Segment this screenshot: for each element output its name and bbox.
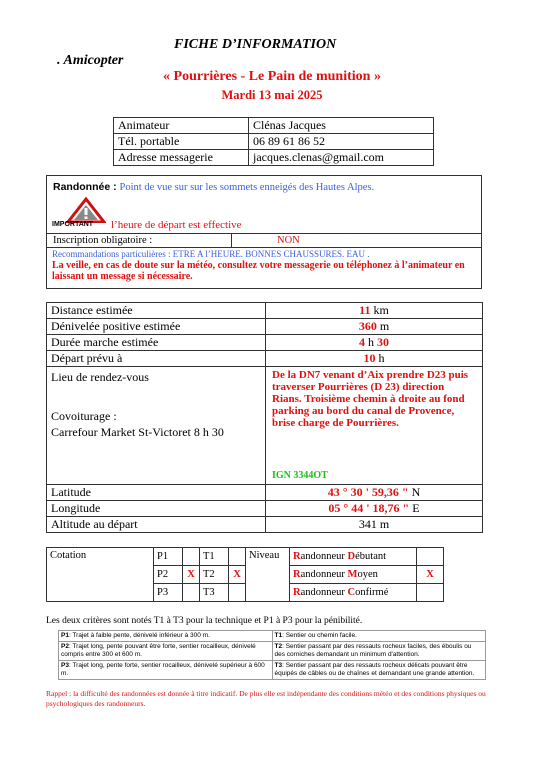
depart-value: 10 — [363, 351, 376, 365]
recommendations: Recommandations particulières : ETRE A l’HEURE. BONNES CHAUSSURES. EAU . — [52, 249, 370, 259]
longitude-label: Longitude — [47, 501, 266, 517]
covoit-value: Carrefour Market St-Victoret 8 h 30 — [51, 425, 224, 439]
latitude-label: Latitude — [47, 485, 266, 501]
p-level: P2 — [154, 566, 183, 584]
longitude-value: 05 ° 44 ' 18,76 " — [328, 501, 410, 515]
denivele-label: Dénivelée positive estimée — [47, 319, 266, 335]
distance-value: 11 — [359, 303, 371, 317]
directions-text: De la DN7 venant d’Aix prendre D23 puis traverser Pourrières (D 23) direction Rians. Troisième chemin à droite au fond parking au bord du canal de Provence, brise charge de Pourrières. — [272, 369, 469, 429]
duree-cell — [266, 335, 483, 351]
hike-date: Mardi 13 mai 2025 — [221, 88, 323, 102]
contact-label: Adresse messagerie — [114, 150, 249, 166]
latitude-value: 43 ° 30 ' 59,36 " — [327, 485, 409, 499]
longitude-dir: E — [412, 501, 420, 515]
legend-t1: T1: Sentier ou chemin facile. — [272, 631, 486, 642]
table-row — [114, 134, 434, 150]
t-level: T2 — [200, 566, 229, 584]
duree-label: Durée marche estimée — [47, 335, 266, 351]
niveau-label: Niveau — [246, 548, 290, 602]
hike-title: « Pourrières - Le Pain de munition » — [163, 69, 381, 84]
rando-box — [46, 175, 482, 289]
level-mark — [417, 548, 444, 566]
depart-note: l’heure de départ est effective — [111, 219, 242, 231]
table-row — [47, 367, 483, 485]
table-row — [59, 631, 486, 642]
p-mark — [183, 548, 200, 566]
table-row — [47, 517, 483, 533]
p-level: P1 — [154, 548, 183, 566]
contact-label: Animateur — [114, 118, 249, 134]
rappel-note: Rappel : la difficulté des randonnées est donnée à titre indicatif. De plus elle est indépendante des conditions météo et des conditions physiques ou psychologiques des randonneurs. — [46, 689, 486, 708]
longitude-cell — [266, 501, 483, 517]
altitude-value: 341 m — [266, 517, 483, 533]
duree-hours: 4 — [359, 335, 365, 349]
t-level: T1 — [200, 548, 229, 566]
p-level: P3 — [154, 584, 183, 602]
contact-table — [113, 117, 434, 166]
covoit-label: Covoiturage : — [51, 409, 117, 423]
contact-label: Tél. portable — [114, 134, 249, 150]
level-mark: X — [417, 566, 444, 584]
denivele-value: 360 — [358, 319, 377, 333]
important-label: IMPORTANT — [52, 221, 94, 228]
p-mark — [183, 584, 200, 602]
table-row — [47, 303, 483, 319]
legend-p3: P3: Trajet long, pente forte, sentier rocailleux, dénivelé supérieur à 600 m. — [59, 661, 273, 680]
t-mark — [229, 584, 246, 602]
org-name: . Amicopter — [57, 53, 124, 68]
table-row — [59, 661, 486, 680]
contact-value: 06 89 61 86 52 — [249, 134, 434, 150]
cotation-label: Cotation — [47, 548, 154, 602]
rando-desc: Point de vue sur sur les sommets enneigés des Hautes Alpes. — [119, 182, 375, 193]
contact-value: Clénas Jacques — [249, 118, 434, 134]
legend-p2: P2: Trajet long, pente pouvant être forte, sentier rocailleux, dénivelé compris entre 300 et 600 m. — [59, 642, 273, 661]
directions-cell — [266, 367, 483, 485]
criteres-note: Les deux critères sont notés T1 à T3 pour la technique et P1 à P3 pour la pénibilité. — [46, 616, 363, 626]
t-mark: X — [229, 566, 246, 584]
table-row — [47, 548, 444, 566]
distance-unit: km — [373, 303, 389, 317]
inscription-label: Inscription obligatoire : — [53, 235, 153, 246]
depart-cell — [266, 351, 483, 367]
table-row — [47, 485, 483, 501]
table-row — [114, 150, 434, 166]
divider — [231, 233, 232, 247]
rdv-cell — [47, 367, 266, 485]
distance-cell — [266, 303, 483, 319]
depart-unit: h — [378, 351, 385, 365]
fiche-title: FICHE D’INFORMATION — [174, 37, 337, 52]
table-row — [47, 319, 483, 335]
level-name: Randonneur Moyen — [290, 566, 417, 584]
warning-icon — [52, 197, 112, 231]
level-name: Randonneur Confirmé — [290, 584, 417, 602]
divider — [47, 233, 481, 234]
details-table — [46, 302, 483, 533]
latitude-cell — [266, 485, 483, 501]
contact-email[interactable]: jacques.clenas@gmail.com — [249, 150, 434, 166]
divider — [47, 247, 481, 248]
legend-t3: T3: Sentier passant par des ressauts rocheux délicats pouvant être équipés de câbles ou de chaînes et demandant une grande attention. — [272, 661, 486, 680]
latitude-dir: N — [411, 485, 421, 499]
duree-sep: h — [368, 335, 374, 349]
legend-p1: P1: Trajet à faible pente, dénivelé inférieur à 300 m. — [59, 631, 273, 642]
altitude-label: Altitude au départ — [47, 517, 266, 533]
level-name: Randonneur Débutant — [290, 548, 417, 566]
depart-label: Départ prévu à — [47, 351, 266, 367]
inscription-value: NON — [277, 235, 300, 246]
cotation-table — [46, 547, 444, 602]
lieu-label: Lieu de rendez-vous — [51, 370, 149, 384]
ign-map-ref: IGN 3344OT — [272, 470, 328, 481]
denivele-unit: m — [379, 319, 390, 333]
legend-t2: T2: Sentier passant par des ressauts rocheux faciles, des éboulis ou des corniches demandant un minimum d'attention. — [272, 642, 486, 661]
rando-label: Randonnée : — [53, 181, 117, 193]
denivele-cell — [266, 319, 483, 335]
duree-minutes: 30 — [377, 335, 389, 349]
distance-label: Distance estimée — [47, 303, 266, 319]
legend-table — [58, 630, 486, 680]
p-mark: X — [183, 566, 200, 584]
t-level: T3 — [200, 584, 229, 602]
table-row — [47, 501, 483, 517]
meteo-note: La veille, en cas de doute sur la météo, consultez votre messagerie ou téléphonez à l’animateur en laissant un message si nécessaire. — [52, 260, 465, 282]
table-row — [47, 351, 483, 367]
level-mark — [417, 584, 444, 602]
t-mark — [229, 548, 246, 566]
table-row — [59, 642, 486, 661]
rando-line — [53, 181, 374, 193]
table-row — [114, 118, 434, 134]
table-row — [47, 335, 483, 351]
